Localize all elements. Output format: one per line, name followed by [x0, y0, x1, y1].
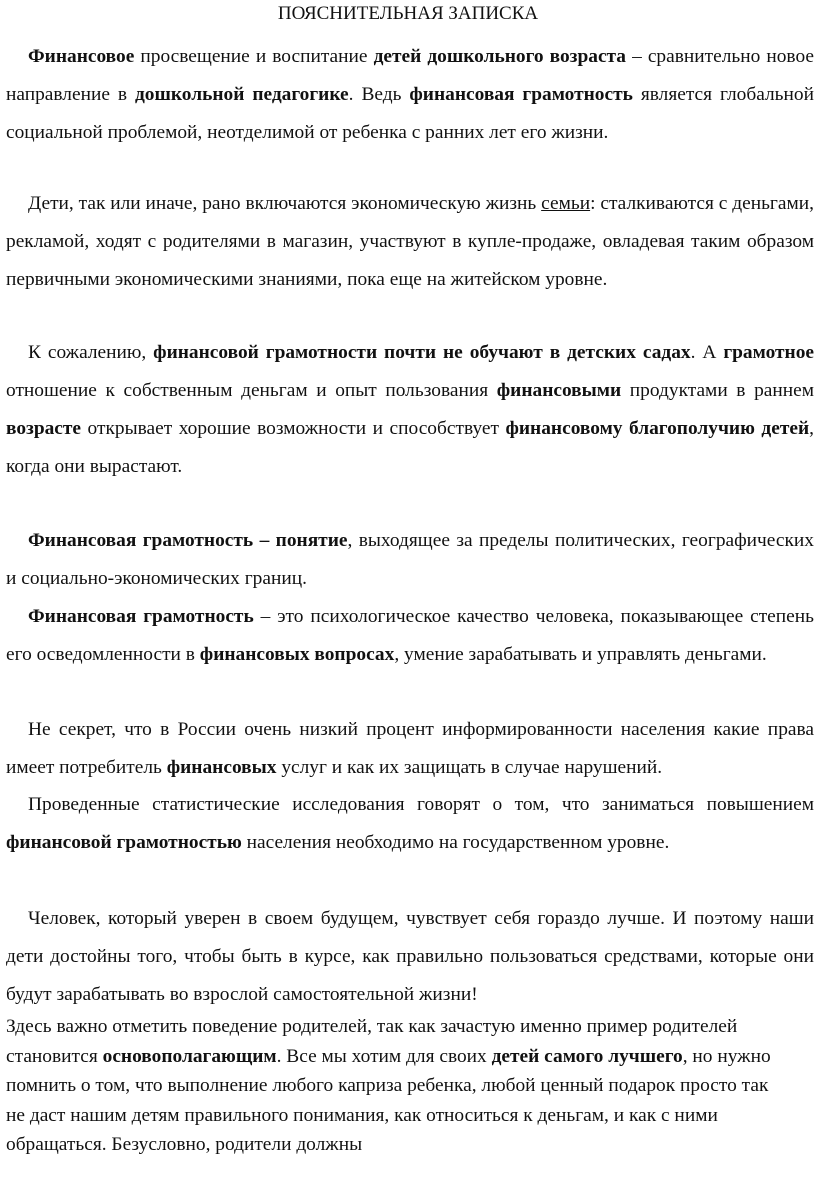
- text: , но нужно помнить о том, что выполнение любого каприза ребенка, любой ценный подарок просто так не даст нашим детям правильного понимания, как относиться к деньгам, и как с ними обращаться. Безусловно, родители должны: [6, 1045, 771, 1155]
- text: . Ведь: [348, 84, 410, 105]
- text: : сталкиваются с деньгами, рекламой, ходят с родителями в магазин, участвуют в купле-продаже, овладевая таким образом первичными экономическими знаниями, пока еще на житейском уровне.: [6, 193, 814, 290]
- text: продуктами в раннем: [621, 380, 814, 401]
- text: Проведенные статистические исследования говорят о том, что заниматься повышением: [28, 794, 814, 815]
- text: Не секрет, что в России очень низкий процент информированности населения какие права имеет потребитель: [6, 719, 814, 778]
- text: К сожалению,: [28, 342, 154, 363]
- paragraph-9: [6, 1012, 786, 1160]
- paragraph-8: [6, 900, 814, 1014]
- bold-text: финансовых вопросах: [199, 644, 395, 665]
- text: , умение зарабатывать и управлять деньгами.: [394, 644, 767, 665]
- text: Здесь важно отметить поведение родителей, так как зачастую именно пример родителей становится: [6, 1016, 738, 1067]
- paragraph-3: [6, 334, 814, 486]
- bold-text: основополагающим: [102, 1045, 277, 1067]
- underlined-text: семьи: [541, 193, 591, 214]
- paragraph-5: [6, 598, 814, 674]
- bold-text: детей самого лучшего: [491, 1045, 683, 1067]
- text: просвещение и воспитание: [134, 46, 374, 67]
- bold-text: Финансовая грамотность: [28, 606, 254, 627]
- paragraph-4: [6, 522, 814, 598]
- text: , когда они вырастают.: [6, 418, 814, 477]
- text: услуг и как их защищать в случае нарушений.: [276, 757, 663, 778]
- bold-text: финансовыми: [496, 380, 622, 401]
- paragraph-1: [6, 38, 814, 152]
- text: Человек, который уверен в своем будущем, чувствует себя гораздо лучше. И поэтому наши дети достойны того, чтобы быть в курсе, как правильно пользоваться средствами, которые они будут зарабатывать во взрослой самостоятельной жизни!: [6, 908, 814, 1005]
- bold-text: дошкольной педагогике: [134, 84, 349, 105]
- text: – сравнительно новое направление в: [6, 46, 814, 105]
- text: . Все мы хотим для своих: [276, 1045, 492, 1067]
- text: . А: [690, 342, 724, 363]
- bold-text: грамотное: [723, 342, 815, 363]
- bold-text: Финансовая грамотность – понятие: [28, 530, 348, 551]
- document-title: ПОЯСНИТЕЛЬНАЯ ЗАПИСКА: [277, 3, 539, 24]
- text: – это психологическое качество человека, показывающее степень его осведомленности в: [6, 606, 814, 665]
- text: открывает хорошие возможности и способствует: [81, 418, 506, 439]
- text: отношение к собственным деньгам и опыт пользования: [6, 380, 497, 401]
- paragraph-7: [6, 786, 814, 862]
- bold-text: финансовых: [166, 757, 277, 778]
- paragraph-6: [6, 711, 814, 787]
- bold-text: финансовой грамотностью: [6, 832, 242, 853]
- bold-text: детей дошкольного возраста: [373, 46, 627, 67]
- bold-text: возрасте: [6, 418, 82, 439]
- paragraph-2: [6, 185, 814, 299]
- text: Дети, так или иначе, рано включаются экономическую жизнь: [28, 193, 542, 214]
- bold-text: финансовой грамотности почти не обучают в детских садах: [153, 342, 691, 363]
- text: населения необходимо на государственном уровне.: [241, 832, 670, 853]
- bold-text: Финансовое: [28, 46, 135, 67]
- text: , выходящее за пределы политических, географических и социально-экономических границ.: [6, 530, 814, 589]
- bold-text: финансовому благополучию детей: [505, 418, 810, 439]
- bold-text: финансовая грамотность: [409, 84, 633, 105]
- text: является глобальной социальной проблемой, неотделимой от ребенка с ранних лет его жизни.: [6, 84, 814, 143]
